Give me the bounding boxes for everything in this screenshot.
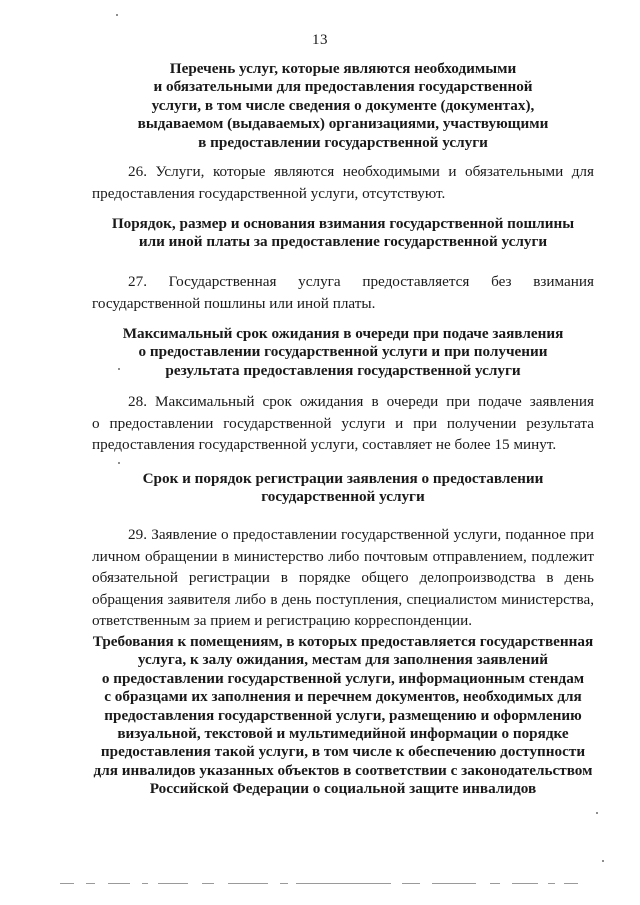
section-registration xyxy=(92,470,594,629)
heading-line: государственной услуги xyxy=(261,488,425,506)
paragraph-line: предоставления государственной услуги, отсутствуют. xyxy=(92,184,446,202)
paragraph-line: обязательной регистрации в порядке общего делопроизводства в день xyxy=(92,569,594,586)
heading-line: Требования к помещениям, в которых предоставляется государственная xyxy=(92,633,594,650)
section-heading xyxy=(92,470,594,507)
heading-line: и обязательными для предоставления государственной xyxy=(153,78,533,96)
paragraph-line: о предоставлении государственной услуги и при получении результата xyxy=(92,414,594,432)
paragraph-28 xyxy=(92,391,594,456)
paragraph-line: 26. Услуги, которые являются необходимыми и обязательными для xyxy=(128,163,594,180)
heading-line: Перечень услуг, которые являются необходимыми xyxy=(169,60,517,77)
section-waiting-time xyxy=(92,325,594,453)
paragraph-line: ответственным за прием и регистрацию корреспонденции. xyxy=(92,612,473,629)
heading-line: предоставления государственной услуги, размещению и оформлению xyxy=(104,706,582,724)
heading-line: Порядок, размер и основания взимания государственной пошлины xyxy=(111,215,575,232)
heading-line: с образцами их заполнения и перечнем документов, необходимых для xyxy=(104,688,582,706)
paragraph-26 xyxy=(92,161,594,204)
heading-line: результата предоставления государственной услуги xyxy=(165,361,521,379)
section-heading xyxy=(92,215,594,252)
heading-line: о предоставлении государственной услуги, информационным стендам xyxy=(101,669,585,687)
heading-line: для инвалидов указанных объектов в соответствии с законодательством xyxy=(93,761,593,779)
page-number: 13 xyxy=(312,32,328,48)
heading-line: о предоставлении государственной услуги и при получении xyxy=(138,343,548,361)
scan-edge-noise xyxy=(60,883,580,886)
heading-line: или иной платы за предоставление государственной услуги xyxy=(138,233,548,251)
section-heading xyxy=(84,633,602,799)
scan-speck xyxy=(602,860,604,862)
scan-speck xyxy=(118,368,120,370)
section-fee xyxy=(92,215,594,312)
paragraph-line: 28. Максимальный срок ожидания в очереди при подаче заявления xyxy=(128,393,594,410)
heading-line: Российской Федерации о социальной защите инвалидов xyxy=(149,780,537,798)
section-heading xyxy=(92,60,594,152)
paragraph-29 xyxy=(92,524,594,632)
heading-line: услуга, к залу ожидания, местам для заполнения заявлений xyxy=(137,651,549,669)
heading-line: услуги, в том числе сведения о документе (документах), xyxy=(151,96,535,114)
section-premises-requirements xyxy=(84,633,602,799)
section-heading xyxy=(92,325,594,380)
scan-speck xyxy=(118,462,120,464)
paragraph-line: государственной пошлины или иной платы. xyxy=(92,294,376,312)
heading-line: в предоставлении государственной услуги xyxy=(198,133,488,151)
heading-line: Максимальный срок ожидания в очереди при подаче заявления xyxy=(122,325,564,342)
scan-speck xyxy=(116,14,118,16)
heading-line: выдаваемом (выдаваемых) организациями, участвующими xyxy=(137,115,549,133)
paragraph-line: обращения заявителя либо в день поступления, специалистом министерства, xyxy=(92,590,594,608)
section-necessary-services xyxy=(92,60,594,202)
heading-line: Срок и порядок регистрации заявления о предоставлении xyxy=(142,470,544,487)
paragraph-27 xyxy=(92,271,594,314)
heading-line: визуальной, текстовой и мультимедийной информации о порядке xyxy=(117,725,569,743)
paragraph-line: личном обращении в министерство либо почтовым отправлением, подлежит xyxy=(92,547,594,565)
paragraph-line: 27. Государственная услуга предоставляется без взимания xyxy=(128,273,594,290)
paragraph-line: 29. Заявление о предоставлении государственной услуги, поданное при xyxy=(128,526,594,543)
heading-line: предоставления такой услуги, в том числе к обеспечению доступности xyxy=(100,743,586,761)
paragraph-line: предоставления государственной услуги, составляет не более 15 минут. xyxy=(92,436,557,453)
scan-speck xyxy=(596,812,598,814)
